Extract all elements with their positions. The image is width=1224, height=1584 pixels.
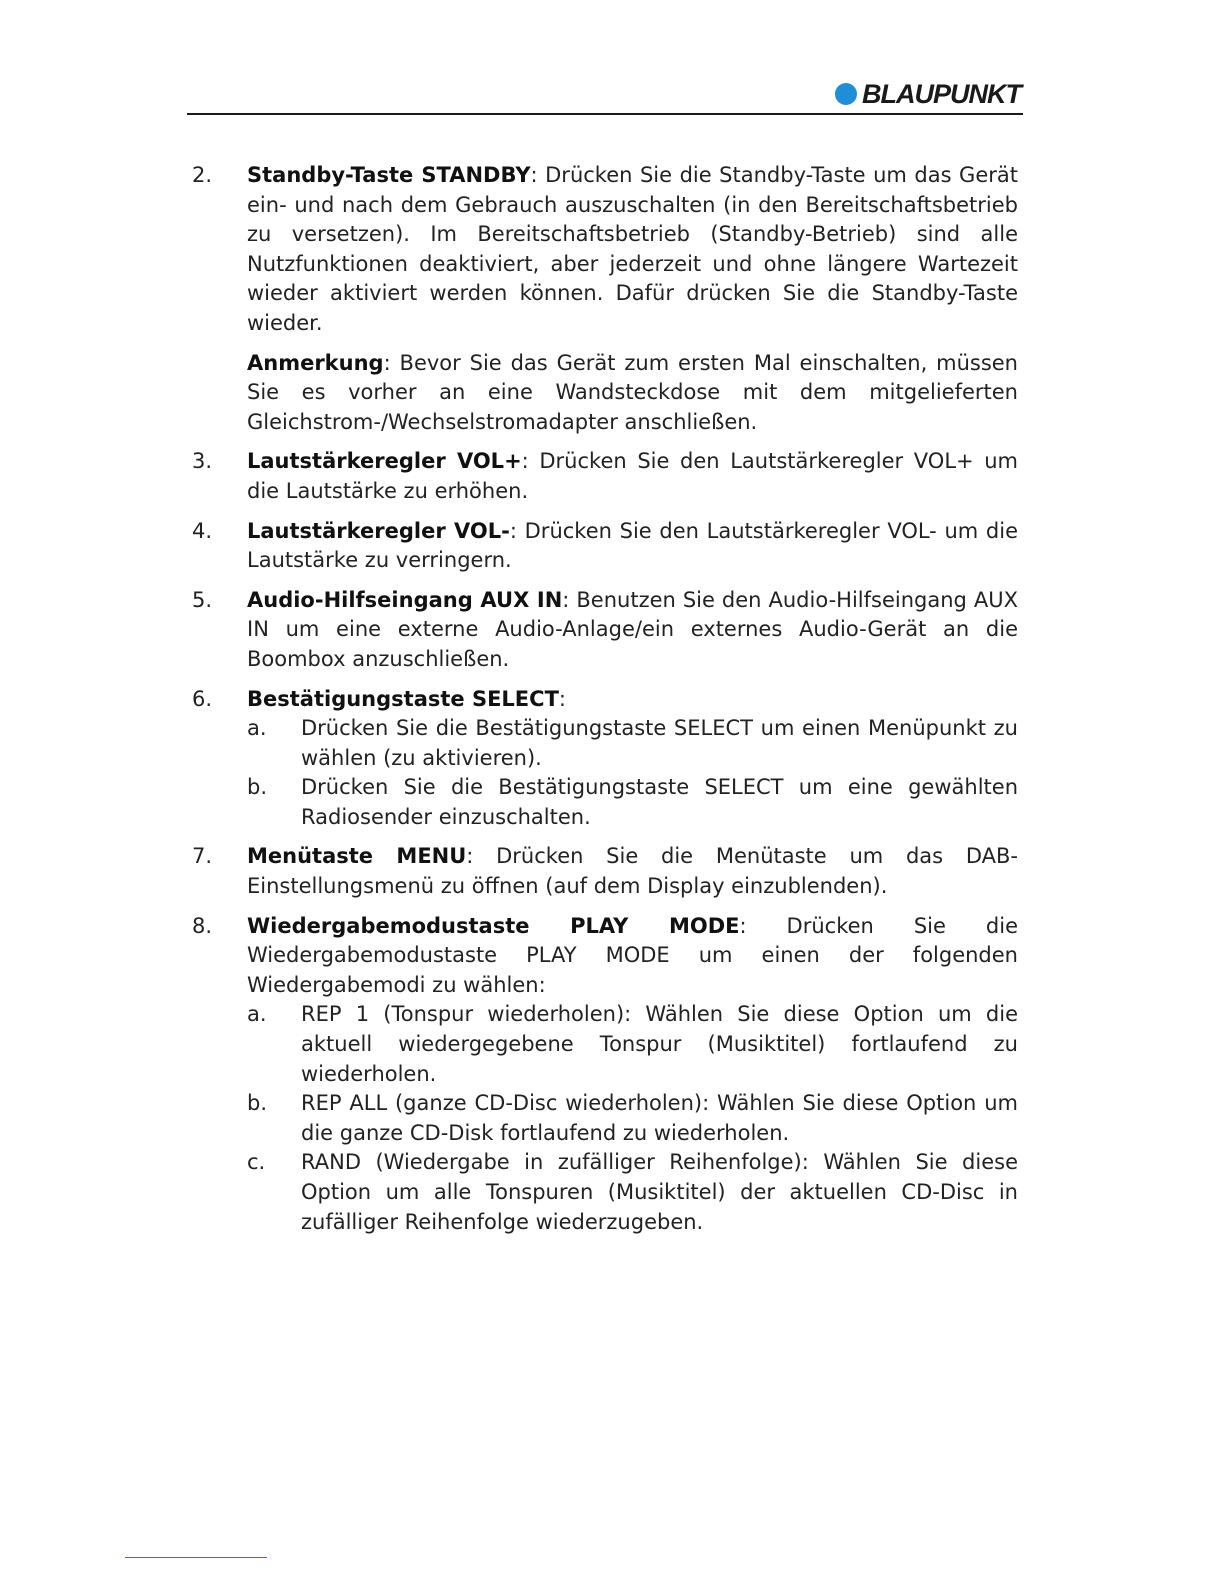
item-number: 8. — [192, 913, 213, 938]
item-description: : Drücken Sie die Wiedergabemodustaste PLAY MODE um einen der folgenden Wiedergabemodi zu wählen: — [247, 913, 1018, 997]
sub-item-b — [247, 1089, 1018, 1148]
item-term: Standby-Taste STANDBY — [247, 163, 531, 187]
page-header — [187, 78, 1023, 116]
list-item-4 — [192, 517, 1018, 576]
list-item-7 — [192, 842, 1018, 901]
item-body — [247, 586, 1018, 675]
item-number: 5. — [192, 587, 213, 612]
item-term: Audio-Hilfseingang AUX IN — [247, 587, 563, 612]
sub-item-text: Drücken Sie die Bestätigungstaste SELECT um eine gewählten Radiosender einzuschalten. — [301, 775, 1018, 829]
list-item-5 — [192, 586, 1018, 675]
item-description: : Benutzen Sie den Audio-Hilfseingang AUX IN um eine externe Audio-Anlage/ein externes Audio-Gerät an die Boombox anzuschließen. — [247, 587, 1018, 671]
item-paragraph — [247, 842, 1018, 901]
item-term: Lautstärkeregler VOL+ — [247, 449, 522, 474]
footnote-rule — [125, 1557, 267, 1558]
item-description: : Drücken Sie die Standby-Taste um das Gerät ein- und nach dem Gebrauch auszuschalten (in den Bereitschaftsbetrieb zu versetzen). Im Bereitschaftsbetrieb (Standby-Betrieb) sind alle Nutzfunktionen deaktiviert, aber jederzeit und ohne längere Wartezeit wieder aktiviert werden können. Dafür drücken Sie die Standby-Taste wieder. — [247, 163, 1018, 335]
item-body — [247, 912, 1018, 1238]
sub-item-a — [247, 714, 1018, 773]
item-description: : Drücken Sie die Menütaste um das DAB-Einstellungsmenü zu öffnen (auf dem Display einzublenden). — [247, 844, 1019, 899]
list-item-3 — [192, 447, 1018, 506]
item-body — [247, 685, 1018, 833]
item-description: : Drücken Sie den Lautstärkeregler VOL+ um die Lautstärke zu erhöhen. — [247, 449, 1019, 503]
brand-dot-icon — [835, 83, 857, 105]
header-rule — [187, 113, 1023, 115]
note-term: Anmerkung — [247, 350, 384, 375]
list-item-2 — [192, 161, 1018, 437]
item-number: 2. — [192, 163, 213, 187]
sub-item-letter: a. — [247, 1002, 267, 1027]
sub-item-letter: b. — [247, 775, 268, 800]
instruction-list — [192, 161, 1018, 1247]
note-paragraph — [247, 349, 1018, 438]
item-body — [247, 161, 1018, 437]
item-body — [247, 842, 1018, 901]
note-text: : Bevor Sie das Gerät zum ersten Mal einschalten, müssen Sie es vorher an eine Wandsteckdose mit dem mitgelieferten Gleichstrom-/Wechselstromadapter anschließen. — [247, 350, 1018, 434]
item-number: 7. — [192, 844, 213, 869]
item-number: 6. — [192, 686, 213, 711]
item-term: Wiedergabemodustaste PLAY MODE — [247, 913, 740, 938]
item-description: : — [558, 686, 566, 711]
sub-item-b — [247, 773, 1018, 832]
sub-item-text: Drücken Sie die Bestätigungstaste SELECT um einen Menüpunkt zu wählen (zu aktivieren). — [301, 716, 1018, 770]
item-paragraph — [247, 912, 1018, 1001]
item-description: : Drücken Sie den Lautstärkeregler VOL- um die Lautstärke zu verringern. — [247, 518, 1019, 573]
list-item-6 — [192, 685, 1018, 833]
item-paragraph — [247, 447, 1018, 506]
item-paragraph — [247, 517, 1018, 576]
sub-item-c — [247, 1148, 1018, 1237]
item-number: 3. — [192, 449, 213, 474]
brand-name: BLAUPUNKT — [862, 79, 1021, 109]
item-term: Lautstärkeregler VOL- — [247, 518, 510, 543]
sub-item-letter: b. — [247, 1091, 268, 1116]
list-item-8 — [192, 912, 1018, 1238]
sub-item-text: RAND (Wiedergabe in zufälliger Reihenfolge): Wählen Sie diese Option um alle Tonspuren (Musiktitel) der aktuellen CD-Disc in zufälliger Reihenfolge wiederzugeben. — [301, 1150, 1018, 1234]
item-body — [247, 517, 1018, 576]
sub-item-text: REP ALL (ganze CD-Disc wiederholen): Wählen Sie diese Option um die ganze CD-Disk fortlaufend zu wiederholen. — [301, 1091, 1018, 1145]
item-term: Menütaste MENU — [247, 844, 467, 869]
item-paragraph — [247, 161, 1018, 339]
item-paragraph — [247, 685, 1018, 715]
item-term: Bestätigungstaste SELECT — [247, 686, 559, 711]
sub-item-text: REP 1 (Tonspur wiederholen): Wählen Sie diese Option um die aktuell wiedergegebene Tonspur (Musiktitel) fortlaufend zu wiederholen. — [301, 1002, 1018, 1086]
sub-item-a — [247, 1000, 1018, 1089]
item-body — [247, 447, 1018, 506]
item-paragraph — [247, 586, 1018, 675]
item-number: 4. — [192, 518, 213, 543]
brand-logo — [835, 80, 1021, 108]
sub-item-letter: a. — [247, 716, 267, 741]
sub-item-letter: c. — [247, 1150, 266, 1175]
